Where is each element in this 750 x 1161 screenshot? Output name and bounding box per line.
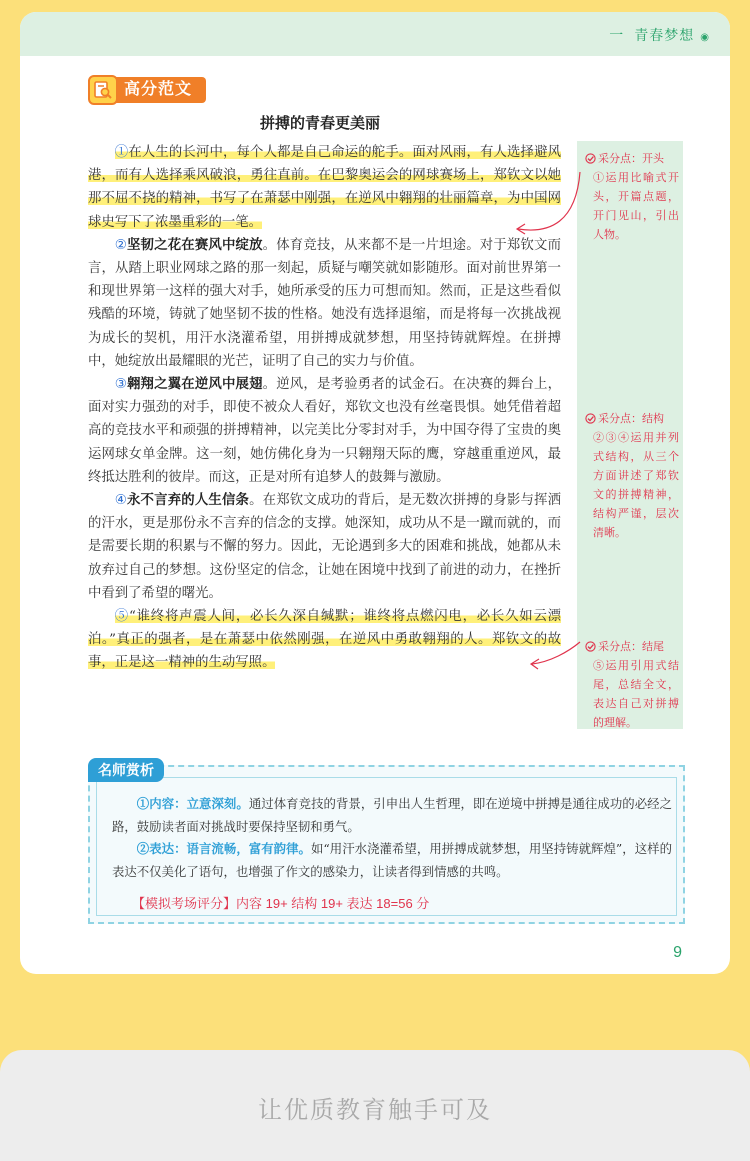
textbook-page (20, 12, 730, 974)
essay-paragraph-3 (88, 373, 561, 489)
para-lead: 坚韧之花在赛风中绽放 (126, 236, 263, 253)
para-text: 在人生的长河中，每个人都是自己命运的舵手。面对风雨，有人选择避风港，而有人选择乘风破浪，勇往直前。在巴黎奥运会的网球赛场上，郑钦文以她那不屈不挠的精神，书写了在萧瑟中刚强，在逆风中翱翔的壮丽篇章，为中国网球史写下了浓墨重彩的一笔。 (88, 145, 562, 230)
para-text: 。在郑钦文成功的背后，是无数次拼搏的身影与挥洒的汗水，更是那份永不言弃的信念的支撑。她深知，成功从不是一蹴而就的，而是需要长期的积累与不懈的努力。因此，无论遇到多大的困难和挑战，她都从未放弃过自己的梦想。这份坚定的信念，让她在困境中找到了前进的动力，在挫折中看到了希望的曙光。 (88, 493, 562, 601)
essay-body (88, 141, 561, 675)
review-text (112, 793, 672, 883)
para-lead: 翱翔之翼在逆风中展翅 (126, 376, 263, 393)
para-text: 。体育竞技，从来都不是一片坦途。对于郑钦文而言，从踏上职业网球之路的那一刻起，质疑与嘲笑就如影随形。面对前世界第一和现世界第一这样的强大对手，她所承受的压力可想而知。然而，正是这些看似残酷的环境，铸就了她坚韧不拔的性格。她没有选择退缩，而是将每一次挑战视为成长的契机，用汗水浇灌希望，用拼搏成就梦想，用坚持铸就辉煌。在拼搏中，她绽放出最耀眼的光芒，证明了自己的实力与价值。 (88, 237, 561, 369)
para-lead: 永不言弃的人生信条 (126, 492, 250, 509)
review-body: 如“用汗水浇灌希望，用拼搏成就梦想，用坚持铸就辉煌”，这样的表达不仅美化了语句，也增强了作文的感染力，让读者得到情感的共鸣。 (112, 841, 673, 879)
para-number: ② (114, 237, 127, 253)
essay-paragraph-1 (88, 141, 561, 234)
para-text: 。逆风，是考验勇者的试金石。在决赛的舞台上，面对实力强劲的对手，即使不被众人看好，郑钦文也没有丝毫畏惧。她凭借着超高的竞技水平和顽强的拼搏精神，以完美比分零封对手，为中国夺得了宝贵的奥运网球女单金牌。这一刻，她仿佛化身为一只翱翔天际的鹰，穿越重重逆风，最终抵达胜利的彼岸。而这，正是对所有追梦人的鼓舞与激励。 (88, 377, 561, 485)
essay-paragraph-4 (88, 489, 561, 605)
footer-panel (0, 1050, 750, 1161)
page-number: 9 (673, 944, 682, 961)
header-band (20, 12, 730, 56)
note-head: 采分点：结尾 (598, 640, 664, 653)
review-key: ②表达：语言流畅，富有韵律。 (136, 841, 311, 856)
teacher-review-box (88, 762, 685, 924)
section-tag (88, 76, 206, 104)
scoring-note-ending (585, 637, 679, 732)
footer-slogan: 让优质教育触手可及 (258, 1097, 492, 1124)
note-body: ①运用比喻式开头，开篇点题，开门见山，引出人物。 (593, 171, 679, 241)
essay-title: 拼搏的青春更美丽 (259, 115, 380, 132)
review-body: 通过体育竞技的背景，引申出人生哲理，即在逆境中拼搏是通往成功的必经之路，鼓励读者面对挑战时要保持坚韧和勇气。 (112, 796, 672, 834)
para-number: ③ (114, 377, 127, 393)
para-number: ④ (114, 493, 127, 509)
review-point-expression (112, 838, 672, 883)
review-tag: 名师赏析 (88, 758, 164, 782)
essay-paragraph-2 (88, 234, 561, 373)
check-icon (585, 413, 596, 424)
para-number: ⑤ (114, 609, 129, 625)
review-point-content (112, 793, 672, 838)
flower-dot-icon: ◉ (700, 32, 710, 43)
review-key: ①内容：立意深刻。 (136, 796, 249, 811)
scoring-notes-column (577, 141, 683, 729)
chapter-label (609, 25, 710, 45)
check-icon (585, 153, 596, 164)
scoring-note-opening (585, 149, 679, 244)
section-tag-label: 高分范文 (114, 77, 206, 103)
mock-exam-score: 【模拟考场评分】内容 19+ 结构 19+ 表达 18=56 分 (132, 896, 430, 911)
magnifier-doc-icon (88, 75, 118, 105)
scoring-note-structure (585, 409, 679, 542)
note-body: ⑤运用引用式结尾，总结全文，表达自己对拼搏的理解。 (593, 659, 679, 729)
header-dash: 一 (609, 27, 625, 43)
note-body: ②③④运用并列式结构，从三个方面讲述了郑钦文的拼搏精神，结构严谨，层次清晰。 (593, 431, 679, 539)
note-head: 采分点：结构 (598, 412, 664, 425)
note-head: 采分点：开头 (598, 152, 664, 165)
check-icon (585, 641, 596, 652)
para-number: ① (114, 145, 129, 160)
chapter-title: 青春梦想 (634, 27, 695, 43)
essay-paragraph-5 (88, 605, 561, 675)
para-text: “谁终将声震人间，必长久深自缄默；谁终将点燃闪电，必长久如云漂泊。”真正的强者，是在萧瑟中依然刚强，在逆风中勇敢翱翔的人。郑钦文的故事，正是这一精神的生动写照。 (88, 609, 562, 671)
